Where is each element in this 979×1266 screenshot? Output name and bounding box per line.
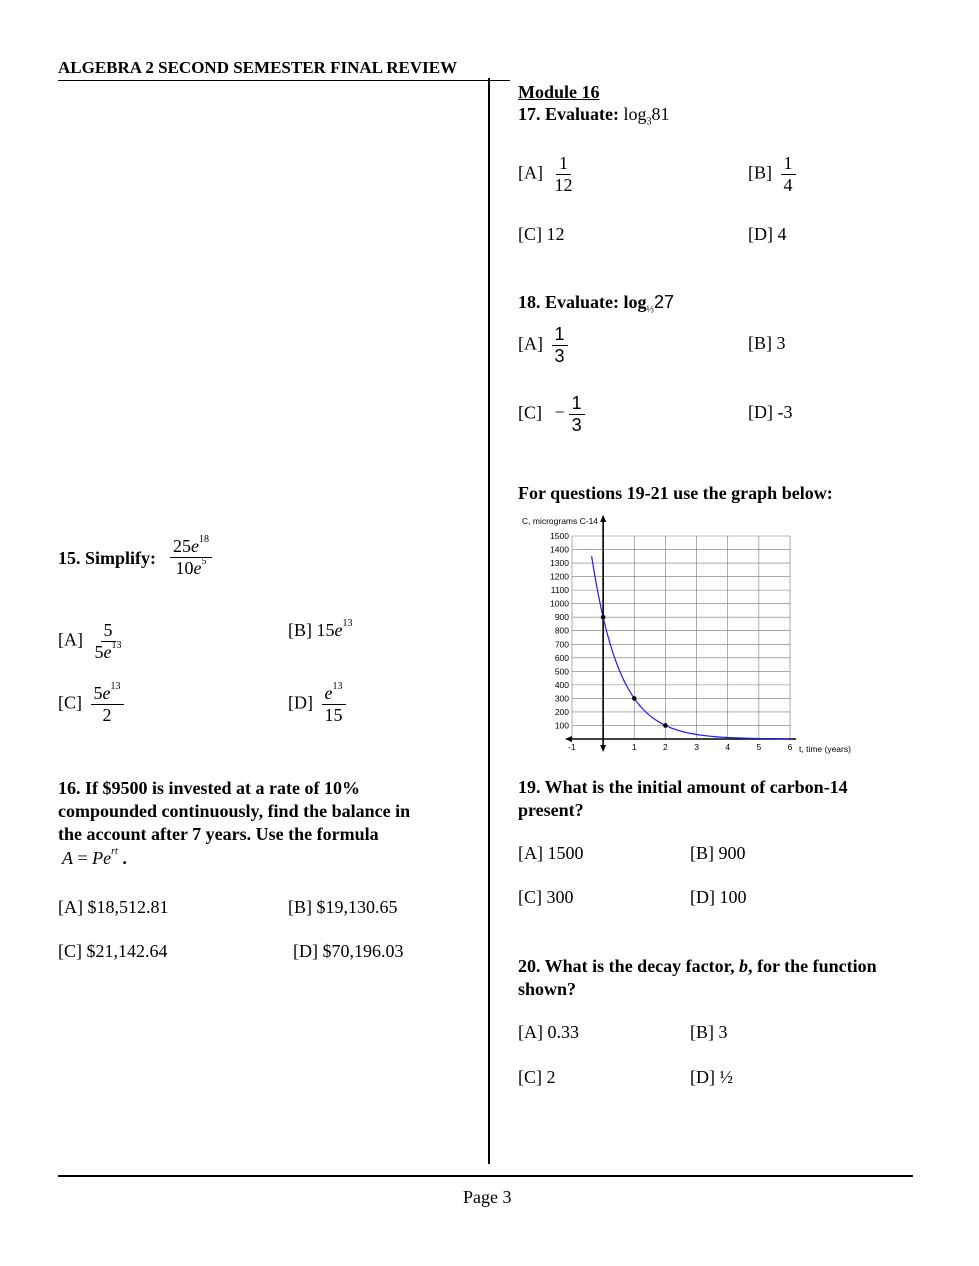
y-tick-label: 1500 [550, 531, 569, 541]
title-underline [58, 80, 510, 81]
q19-prompt-line2: present? [518, 800, 584, 820]
q19-option-a[interactable]: [A] 1500 [518, 843, 584, 863]
y-tick-label: 1100 [550, 585, 569, 596]
y-tick-label: 500 [554, 666, 569, 677]
q16-prompt-line3: the account after 7 years. Use the formula [58, 824, 379, 844]
column-divider [488, 78, 490, 1164]
y-tick-label: 200 [554, 706, 569, 717]
q16-option-a[interactable]: [A] $18,512.81 [58, 897, 169, 917]
q16-formula: $A = Pe^{rt}$ . [62, 846, 127, 868]
q17-prompt: 17. Evaluate: $\log_381$ [518, 104, 670, 128]
q20-option-a[interactable]: [A] 0.33 [518, 1022, 579, 1042]
x-tick-label: 2 [663, 742, 668, 752]
footer-rule [58, 1175, 913, 1177]
x-tick-label: -1 [568, 742, 576, 752]
q18-option-a[interactable]: [A] $\frac{1}{3}$ [518, 324, 572, 366]
q15-option-d[interactable]: [D] $\frac{e^{13}}{15}$ [288, 683, 350, 725]
data-point [601, 615, 606, 620]
q19-option-d[interactable]: [D] 100 [690, 887, 747, 907]
q19-prompt-line1: 19. What is the initial amount of carbon-14 [518, 777, 848, 797]
q16-option-d[interactable]: [D] $70,196.03 [293, 941, 404, 961]
q20-option-d[interactable]: [D] ½ [690, 1067, 733, 1087]
y-tick-label: 900 [554, 612, 569, 623]
y-tick-label: 1300 [550, 558, 569, 569]
q16-prompt-line1: 16. If $9500 is invested at a rate of 10% [58, 778, 360, 798]
q18-option-b[interactable]: [B] 3 [748, 333, 786, 353]
module-heading: Module 16 [518, 82, 600, 102]
page-number: Page 3 [463, 1187, 512, 1207]
decay-curve [592, 556, 790, 739]
x-tick-label: 5 [756, 742, 762, 752]
graph-instructions: For questions 19-21 use the graph below: [518, 483, 833, 503]
q15-option-a[interactable]: [A] $\frac{5}{5e^{13}}$ [58, 620, 122, 662]
x-tick-label: 4 [725, 742, 731, 752]
q17-option-c[interactable]: [C] 12 [518, 224, 565, 244]
q18-option-c[interactable]: [C] − $\frac{1}{3}$ [518, 393, 589, 435]
y-tick-label: 1200 [550, 571, 569, 582]
q20-prompt-line2: shown? [518, 979, 577, 999]
y-tick-label: 1000 [550, 598, 569, 609]
y-axis-label: C, micrograms C-14 [522, 516, 599, 526]
q17-option-b[interactable]: [B] $\frac{1}{4}$ [748, 153, 800, 195]
q16-option-b[interactable]: [B] $19,130.65 [288, 897, 398, 917]
y-tick-label: 800 [554, 625, 569, 636]
q16-option-c[interactable]: [C] $21,142.64 [58, 941, 168, 961]
y-axis-arrow-down [600, 745, 606, 752]
q15-expression: $\frac{25e^{18}}{10e^5}$ [166, 536, 216, 578]
y-axis-arrow [600, 515, 606, 522]
q20-prompt-line1: 20. What is the decay factor, b, for the function [518, 956, 877, 976]
x-tick-label: 3 [694, 742, 699, 752]
q20-option-b[interactable]: [B] 3 [690, 1022, 728, 1042]
decay-graph [510, 512, 870, 760]
y-tick-label: 400 [554, 679, 569, 690]
q19-option-b[interactable]: [B] 900 [690, 843, 746, 863]
data-point [632, 696, 637, 701]
data-point [663, 723, 668, 728]
q19-option-c[interactable]: [C] 300 [518, 887, 574, 907]
q17-option-a[interactable]: [A] $\frac{1}{12}$ [518, 153, 573, 195]
q15-prompt: 15. Simplify: [58, 548, 157, 568]
q17-option-d[interactable]: [D] 4 [748, 224, 787, 244]
y-tick-label: 700 [554, 639, 569, 650]
q15-option-b[interactable]: [B] $15e^{13}$ [288, 618, 353, 640]
y-tick-label: 1400 [550, 544, 569, 555]
y-tick-label: 600 [554, 652, 569, 663]
q20-option-c[interactable]: [C] 2 [518, 1067, 556, 1087]
q15-option-c[interactable]: [C] $\frac{5e^{13}}{2}$ [58, 683, 128, 725]
x-tick-label: 6 [787, 742, 793, 752]
q18-option-d[interactable]: [D] -3 [748, 402, 793, 422]
q18-prompt: 18. Evaluate: $\log_{\frac{1}{3}}27$ [518, 292, 675, 316]
q16-prompt-line2: compounded continuously, find the balance in [58, 801, 411, 821]
x-axis-label: t, time (years) [799, 744, 851, 754]
y-tick-label: 100 [554, 720, 569, 731]
y-tick-label: 300 [554, 693, 569, 704]
x-tick-label: 1 [631, 742, 637, 752]
page-title: ALGEBRA 2 SECOND SEMESTER FINAL REVIEW [58, 58, 458, 77]
